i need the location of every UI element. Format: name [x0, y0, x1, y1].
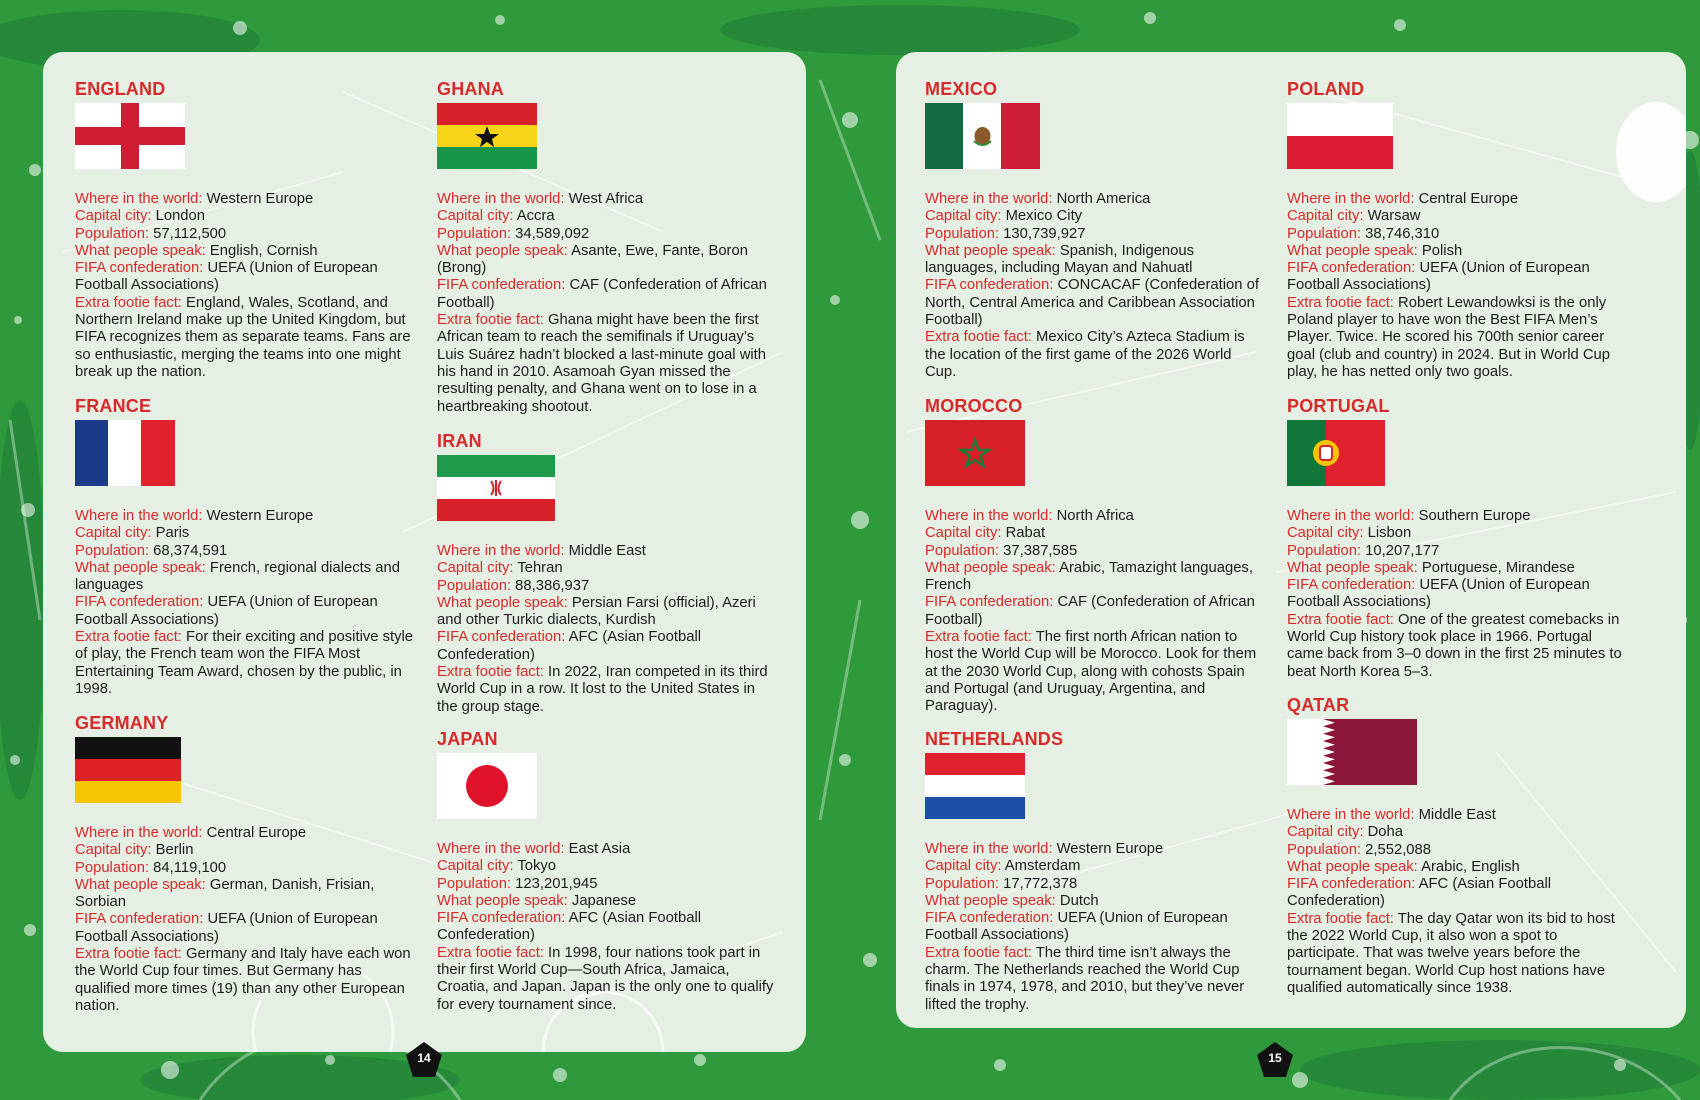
facts-list: [437, 543, 777, 716]
fact-where: Where in the world: Western Europe: [75, 508, 314, 524]
country-name: GHANA: [437, 79, 504, 99]
fact-where: Where in the world: North Africa: [925, 508, 1134, 524]
facts-list: [925, 841, 1265, 1014]
flag-japan-icon: [437, 753, 537, 819]
fact-extra: Extra footie fact: In 2022, Iran competed in its third World Cup in a row. It lost to the United States in the group stage.: [437, 664, 768, 715]
country-name: QATAR: [1287, 695, 1350, 715]
fact-extra: Extra footie fact: Ghana might have been the first African team to reach the semifinals if Uruguay’s Luis Suárez hadn’t blocked a last-minute goal with his hand in 2010. Asamoah Gyan missed the resulting penalty, and Ghana went on to lose in a heartbreaking shootout.: [437, 312, 767, 415]
fact-population: Population: 68,374,591: [75, 542, 228, 559]
flag-poland-icon: [1287, 103, 1393, 169]
fact-where: Where in the world: East Asia: [437, 841, 631, 857]
fact-capital: Capital city: Rabat: [925, 525, 1046, 542]
fact-capital: Capital city: Doha: [1287, 824, 1403, 841]
fact-extra: Extra footie fact: In 1998, four nations took part in their first World Cup—South Africa, Jamaica, Croatia, and Japan. Japan is the only one to qualify for every tournament since.: [437, 944, 774, 1013]
fact-population: Population: 2,552,088: [1287, 841, 1431, 858]
facts-list: [1287, 807, 1627, 997]
fact-where: Where in the world: Southern Europe: [1287, 508, 1531, 524]
country-germany: [75, 713, 415, 1015]
fact-speak: What people speak: Arabic, English: [1287, 858, 1520, 875]
fact-where: Where in the world: Middle East: [1287, 807, 1496, 823]
fact-fifa: FIFA confederation: CAF (Confederation of African Football): [925, 594, 1255, 628]
country-name: POLAND: [1287, 79, 1365, 99]
fact-extra: Extra footie fact: One of the greatest comebacks in World Cup history took place in 1966. Portugal came back from 3–0 down in the first 25 minutes to beat North Korea 5–3.: [1287, 611, 1622, 680]
page-number-right: 15: [1255, 1040, 1295, 1080]
fact-fifa: FIFA confederation: AFC (Asian Football Confederation): [437, 629, 702, 663]
country-name: JAPAN: [437, 729, 498, 749]
flag-germany-icon: [75, 737, 181, 803]
fact-where: Where in the world: North America: [925, 191, 1151, 207]
fact-population: Population: 130,739,927: [925, 225, 1086, 242]
flag-ghana-icon: [437, 103, 537, 169]
fact-extra: Extra footie fact: The day Qatar won its bid to host the 2022 World Cup, it also won a spot to participate. That was twelve years before the tournament began. World Cup host nations have qualified automatically since 1938.: [1287, 910, 1615, 996]
facts-list: [75, 508, 415, 698]
fact-speak: What people speak: Spanish, Indigenous languages, including Mayan and Nahuatl: [925, 242, 1195, 277]
fact-fifa: FIFA confederation: UEFA (Union of European Football Associations): [75, 594, 378, 628]
facts-list: [1287, 191, 1627, 381]
fact-extra: Extra footie fact: England, Wales, Scotland, and Northern Ireland make up the United Kingdom, but FIFA recognizes them as separate teams. Fans are so enthusiastic, merging the teams into one might break up the nation.: [75, 294, 411, 380]
fact-speak: What people speak: Polish: [1287, 242, 1463, 259]
country-netherlands: [925, 729, 1265, 1014]
country-name: FRANCE: [75, 396, 152, 416]
facts-list: [437, 191, 777, 416]
fact-extra: Extra footie fact: Mexico City’s Azteca Stadium is the location of the first game of the 2026 World Cup.: [925, 329, 1245, 380]
flag-netherlands-icon: [925, 753, 1025, 819]
fact-population: Population: 10,207,177: [1287, 542, 1440, 559]
country-iran: [437, 431, 777, 716]
fact-where: Where in the world: West Africa: [437, 191, 644, 207]
fact-population: Population: 38,746,310: [1287, 225, 1440, 242]
facts-list: [75, 825, 415, 1015]
country-name: MOROCCO: [925, 396, 1023, 416]
fact-where: Where in the world: Middle East: [437, 543, 646, 559]
country-name: IRAN: [437, 431, 482, 451]
fact-population: Population: 17,772,378: [925, 875, 1078, 892]
country-name: ENGLAND: [75, 79, 166, 99]
fact-fifa: FIFA confederation: UEFA (Union of European Football Associations): [75, 260, 378, 294]
fact-extra: Extra footie fact: The third time isn’t always the charm. The Netherlands reached the World Cup finals in 1974, 1978, and 2010, but they’ve never lifted the trophy.: [925, 944, 1245, 1013]
fact-capital: Capital city: Accra: [437, 208, 555, 225]
facts-list: [925, 508, 1265, 716]
fact-population: Population: 34,589,092: [437, 225, 590, 242]
fact-fifa: FIFA confederation: CONCACAF (Confederation of North, Central America and Caribbean Association Football): [925, 277, 1259, 329]
fact-population: Population: 84,119,100: [75, 859, 227, 876]
flag-qatar-icon: [1287, 719, 1417, 785]
fact-speak: What people speak: French, regional dialects and languages: [75, 559, 400, 594]
fact-speak: What people speak: Arabic, Tamazight languages, French: [925, 559, 1253, 594]
country-qatar: [1287, 695, 1627, 997]
fact-speak: What people speak: Japanese: [437, 892, 637, 909]
fact-fifa: FIFA confederation: CAF (Confederation of African Football): [437, 277, 767, 311]
fact-capital: Capital city: Tehran: [437, 560, 563, 577]
page-number-left: 14: [404, 1040, 444, 1080]
fact-population: Population: 57,112,500: [75, 225, 227, 242]
fact-capital: Capital city: Warsaw: [1287, 208, 1421, 225]
country-name: NETHERLANDS: [925, 729, 1064, 749]
fact-extra: Extra footie fact: Robert Lewandowksi is the only Poland player to have won the Best FIFA Men’s Player. Twice. He scored his 700th senior career goal (club and country) in 2024. But in World Cup play, he has netted only two goals.: [1287, 294, 1610, 380]
fact-fifa: FIFA confederation: UEFA (Union of European Football Associations): [925, 910, 1228, 944]
fact-capital: Capital city: Berlin: [75, 842, 194, 859]
fact-fifa: FIFA confederation: AFC (Asian Football Confederation): [437, 910, 702, 944]
fact-fifa: FIFA confederation: UEFA (Union of European Football Associations): [75, 911, 378, 945]
country-france: [75, 396, 415, 698]
country-japan: [437, 729, 777, 1014]
country-name: PORTUGAL: [1287, 396, 1390, 416]
flag-iran-icon: [437, 455, 555, 521]
country-poland: [1287, 79, 1627, 381]
fact-population: Population: 123,201,945: [437, 875, 598, 892]
fact-capital: Capital city: Mexico City: [925, 208, 1083, 225]
country-portugal: [1287, 396, 1627, 681]
fact-capital: Capital city: Tokyo: [437, 858, 556, 875]
facts-list: [437, 841, 777, 1014]
flag-portugal-icon: [1287, 420, 1385, 486]
fact-fifa: FIFA confederation: UEFA (Union of European Football Associations): [1287, 260, 1590, 294]
fact-capital: Capital city: Amsterdam: [925, 858, 1081, 875]
fact-speak: What people speak: Dutch: [925, 892, 1099, 909]
country-mexico: [925, 79, 1265, 381]
facts-list: [1287, 508, 1627, 681]
fact-where: Where in the world: Western Europe: [925, 841, 1164, 857]
fact-extra: Extra footie fact: The first north African nation to host the World Cup will be Morocco. Look for them at the 2030 World Cup, along with cohosts Spain and Portugal (and Uruguay, Argentina, and Paraguay).: [925, 629, 1257, 715]
fact-capital: Capital city: Lisbon: [1287, 525, 1412, 542]
fact-capital: Capital city: Paris: [75, 525, 190, 542]
country-name: MEXICO: [925, 79, 998, 99]
country-morocco: [925, 396, 1265, 716]
fact-where: Where in the world: Central Europe: [1287, 191, 1519, 207]
country-england: [75, 79, 415, 381]
fact-fifa: FIFA confederation: AFC (Asian Football Confederation): [1287, 876, 1552, 910]
facts-list: [75, 191, 415, 381]
fact-speak: What people speak: English, Cornish: [75, 242, 318, 259]
fact-capital: Capital city: London: [75, 208, 205, 225]
fact-speak: What people speak: Portuguese, Mirandese: [1287, 559, 1575, 576]
flag-france-icon: [75, 420, 175, 486]
facts-list: [925, 191, 1265, 381]
flag-mexico-icon: [925, 103, 1040, 169]
left-page: [43, 52, 806, 1052]
fact-speak: What people speak: German, Danish, Frisian, Sorbian: [75, 876, 375, 911]
flag-england-icon: [75, 103, 185, 169]
right-page: [896, 52, 1686, 1028]
fact-speak: What people speak: Asante, Ewe, Fante, Boron (Brong): [437, 242, 748, 277]
fact-population: Population: 88,386,937: [437, 577, 590, 594]
fact-speak: What people speak: Persian Farsi (official), Azeri and other Turkic dialects, Kurdish: [437, 594, 756, 629]
fact-extra: Extra footie fact: For their exciting and positive style of play, the French team won the FIFA Most Entertaining Team Award, chosen by the public, in 1998.: [75, 629, 414, 697]
fact-where: Where in the world: Central Europe: [75, 825, 307, 841]
country-ghana: [437, 79, 777, 416]
fact-fifa: FIFA confederation: UEFA (Union of European Football Associations): [1287, 577, 1590, 611]
country-name: GERMANY: [75, 713, 169, 733]
flag-morocco-icon: [925, 420, 1025, 486]
fact-where: Where in the world: Western Europe: [75, 191, 314, 207]
fact-population: Population: 37,387,585: [925, 542, 1078, 559]
fact-extra: Extra footie fact: Germany and Italy have each won the World Cup four times. But Germany has qualified more times (19) than any other European nation.: [75, 946, 411, 1014]
